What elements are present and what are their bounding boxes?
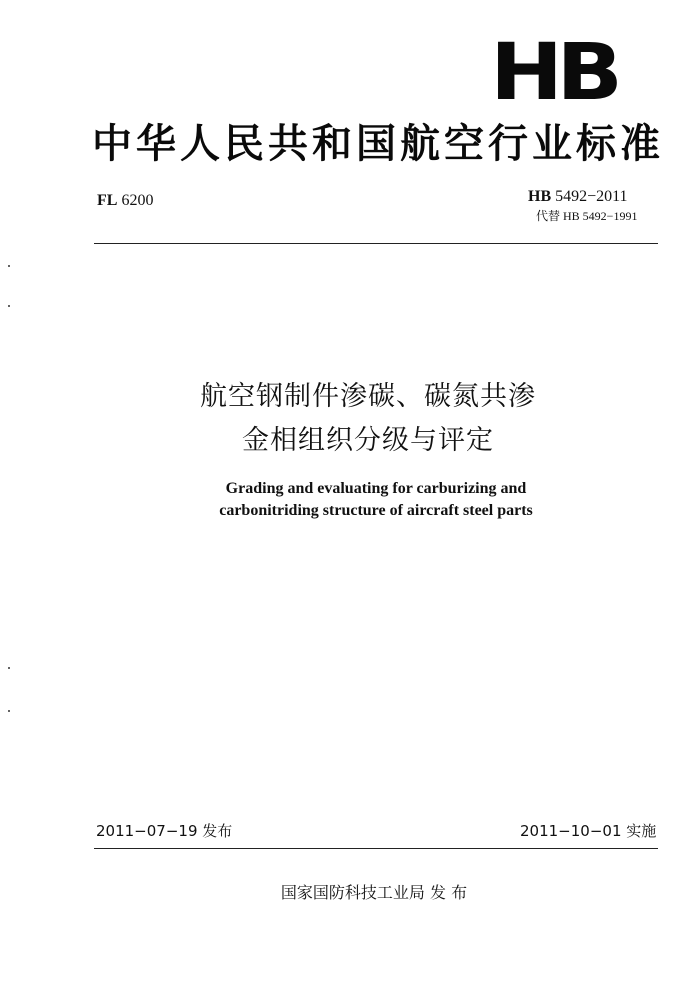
standard-number-value: 5492−2011 bbox=[555, 188, 628, 205]
standard-number bbox=[528, 188, 628, 206]
scan-speck bbox=[8, 305, 10, 307]
standard-category-title: 中华人民共和国航空行业标准 bbox=[92, 121, 664, 167]
standard-prefix: HB bbox=[528, 188, 552, 205]
english-title-line-2: carbonitriding structure of aircraft steel parts bbox=[219, 502, 533, 519]
footer-divider bbox=[94, 848, 658, 849]
implementation-date: 2011−10−01 实施 bbox=[520, 822, 657, 840]
publisher: 国家国防科技工业局 发 布 bbox=[280, 883, 468, 902]
replaces-note: 代替 HB 5492−1991 bbox=[536, 209, 638, 223]
chinese-title-line-2: 金相组织分级与评定 bbox=[242, 425, 494, 456]
ics-code: 6200 bbox=[121, 192, 154, 209]
header-divider bbox=[94, 243, 658, 244]
hb-logo: HB bbox=[490, 28, 617, 118]
ics-prefix: FL bbox=[97, 192, 118, 209]
issue-date: 2011−07−19 发布 bbox=[96, 822, 233, 840]
scan-speck bbox=[8, 667, 10, 669]
scan-speck bbox=[8, 710, 10, 712]
ics-classification bbox=[97, 192, 153, 210]
english-title-line-1: Grading and evaluating for carburizing and bbox=[225, 480, 527, 497]
scan-speck bbox=[8, 265, 10, 267]
chinese-title-line-1: 航空钢制件渗碳、碳氮共渗 bbox=[200, 381, 536, 412]
